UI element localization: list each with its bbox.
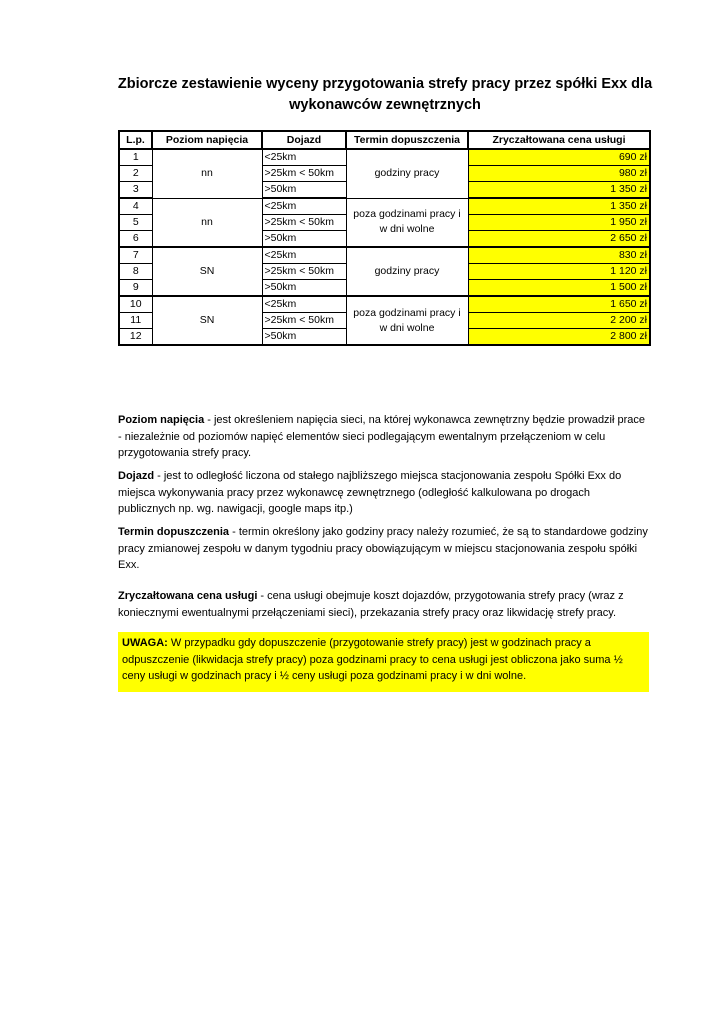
- cell-voltage-level: nn: [152, 149, 262, 198]
- header-voltage-level: Poziom napięcia: [152, 131, 262, 149]
- cell-lp: 11: [119, 313, 152, 329]
- cell-lp: 1: [119, 149, 152, 166]
- cell-voltage-level: nn: [152, 198, 262, 247]
- definition-text: - cena usługi obejmuje koszt dojazdów, przygotowania strefy pracy (wraz z koniecznymi ewentualnymi przełączeniami sieci), przekazania strefy pracy oraz likwidację strefy pracy.: [118, 590, 624, 619]
- cell-travel: >25km < 50km: [262, 215, 346, 231]
- definition-term: Termin dopuszczenia: [118, 526, 230, 538]
- cell-travel: >25km < 50km: [262, 166, 346, 182]
- definition-travel: [118, 468, 648, 518]
- cell-travel: <25km: [262, 198, 346, 215]
- cell-price: 2 800 zł: [468, 329, 650, 346]
- cell-admission-term: poza godzinami pracy i w dni wolne: [346, 296, 468, 345]
- title-line-2: wykonawców zewnętrznych: [289, 97, 481, 113]
- cell-voltage-level: SN: [152, 247, 262, 296]
- header-lp: L.p.: [119, 131, 152, 149]
- cell-lp: 12: [119, 329, 152, 346]
- cell-price: 830 zł: [468, 247, 650, 264]
- cell-travel: <25km: [262, 149, 346, 166]
- table-row: [119, 149, 650, 166]
- definition-term: Poziom napięcia: [118, 414, 205, 426]
- definition-text: - jest określeniem napięcia sieci, na której wykonawca zewnętrzny będzie prowadził prace - niezależnie od poziomów napięć elementów sieci podlegającym ewentalnym przełączeniom w celu przygotowania strefy pracy.: [118, 414, 646, 459]
- definition-term: Zryczałtowana cena usługi: [118, 590, 258, 602]
- cell-travel: >50km: [262, 231, 346, 248]
- cell-travel: >50km: [262, 182, 346, 199]
- cell-price: 1 950 zł: [468, 215, 650, 231]
- cell-travel: >50km: [262, 329, 346, 346]
- cell-lp: 3: [119, 182, 152, 199]
- cell-travel: <25km: [262, 296, 346, 313]
- table-row: [119, 198, 650, 215]
- price-table: [118, 130, 651, 346]
- header-travel: Dojazd: [262, 131, 346, 149]
- warning-note: [118, 632, 649, 692]
- cell-price: 980 zł: [468, 166, 650, 182]
- cell-lp: 5: [119, 215, 152, 231]
- definition-flat-price: [118, 588, 648, 621]
- cell-lp: 4: [119, 198, 152, 215]
- cell-travel: >50km: [262, 280, 346, 297]
- header-flat-price: Zryczałtowana cena usługi: [468, 131, 650, 149]
- cell-lp: 8: [119, 264, 152, 280]
- cell-price: 2 200 zł: [468, 313, 650, 329]
- cell-price: 1 350 zł: [468, 182, 650, 199]
- warning-text: W przypadku gdy dopuszczenie (przygotowanie strefy pracy) jest w godzinach pracy a odpuszczenie (likwidacja strefy pracy) poza godzinami pracy to cena usługi jest obliczona jako suma ½ ceny usługi w godzinach pracy i ½ ceny usługi poza godzinami pracy i w dni wolne.: [122, 637, 623, 682]
- cell-admission-term: godziny pracy: [346, 247, 468, 296]
- table-row: [119, 247, 650, 264]
- definition-voltage-level: [118, 412, 648, 462]
- warning-label: UWAGA:: [122, 637, 168, 649]
- cell-price: 1 650 zł: [468, 296, 650, 313]
- definition-admission-term: [118, 524, 648, 574]
- cell-admission-term: godziny pracy: [346, 149, 468, 198]
- cell-travel: >25km < 50km: [262, 264, 346, 280]
- cell-lp: 7: [119, 247, 152, 264]
- document-title: [100, 74, 670, 116]
- cell-travel: <25km: [262, 247, 346, 264]
- cell-voltage-level: SN: [152, 296, 262, 345]
- cell-admission-term: poza godzinami pracy i w dni wolne: [346, 198, 468, 247]
- cell-lp: 6: [119, 231, 152, 248]
- table-row: [119, 296, 650, 313]
- cell-travel: >25km < 50km: [262, 313, 346, 329]
- header-admission-term: Termin dopuszczenia: [346, 131, 468, 149]
- definition-term: Dojazd: [118, 470, 155, 482]
- definition-text: - termin określony jako godziny pracy należy rozumieć, że są to standardowe godziny pracy zmianowej zespołu w danym tygodniu pracy obowiązującym w miejscu stacjonowania zespołu spółki Exx.: [118, 526, 648, 571]
- title-line-1: Zbiorcze zestawienie wyceny przygotowania strefy pracy przez spółki Exx dla: [117, 76, 653, 92]
- definition-text: - jest to odległość liczona od stałego najbliższego miejsca stacjonowania zespołu Spółki Exx do miejsca wykonywania pracy przez wykonawcę zewnętrznego (odległość kalkulowana po drogach publicznych np. wg. nawigacji, google maps itp.): [118, 470, 622, 515]
- cell-price: 1 350 zł: [468, 198, 650, 215]
- table-header-row: [119, 131, 650, 149]
- cell-price: 1 500 zł: [468, 280, 650, 297]
- cell-lp: 10: [119, 296, 152, 313]
- cell-price: 2 650 zł: [468, 231, 650, 248]
- cell-price: 690 zł: [468, 149, 650, 166]
- cell-lp: 9: [119, 280, 152, 297]
- cell-price: 1 120 zł: [468, 264, 650, 280]
- cell-lp: 2: [119, 166, 152, 182]
